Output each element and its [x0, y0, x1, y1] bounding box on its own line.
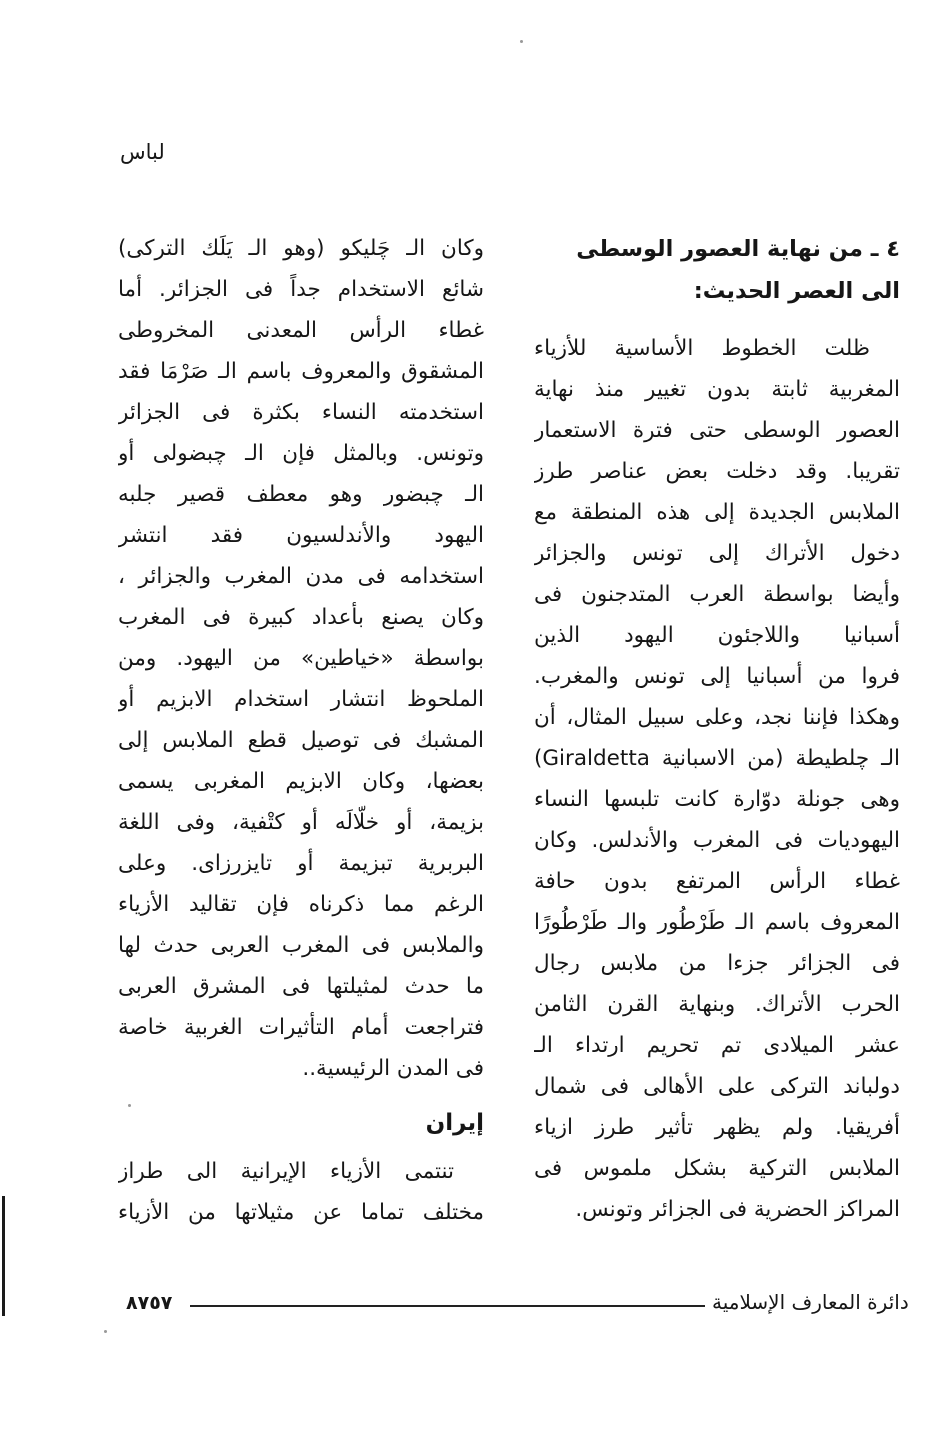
body-line: ما حدث لمثيلتها فى المشرق العربى	[118, 974, 484, 999]
body-line: وأيضا بواسطة العرب المتدجنون فى	[534, 582, 900, 607]
body-line: والملابس فى المغرب العربى حدث لها	[118, 933, 484, 958]
body-line: اليهوديات فى المغرب والأندلس. وكان	[534, 828, 900, 853]
page-number: ٨٧٥٧	[126, 1292, 173, 1314]
body-line: وهى جونلة دوّارة كانت تلبسها النساء	[534, 787, 900, 812]
body-line: استخدمته النساء بكثرة فى الجزائر	[118, 400, 484, 425]
left-column	[118, 228, 484, 1233]
body-line: الـ چلطيطة (من الاسبانية Giraldetta)	[534, 746, 900, 771]
body-line: بواسطة «خياطين» من اليهود. ومن	[118, 646, 484, 671]
body-line: المراكز الحضرية فى الجزائر وتونس.	[575, 1197, 900, 1222]
body-line: ظلت الخطوط الأساسية للأزياء	[534, 336, 870, 361]
body-line: اليهود والأندلسيون فقد انتشر	[118, 523, 484, 548]
body-line: فى الجزائر جزءا من ملابس رجال	[534, 951, 900, 976]
body-line: وتونس. وبالمثل فإن الـ چبضولى أو	[118, 441, 484, 466]
body-line: فى المدن الرئيسية..	[302, 1056, 484, 1081]
body-line: الملابس الجديدة إلى هذه المنطقة مع	[534, 500, 900, 525]
body-line: شائع الاستخدام جداً فى الجزائر. أما	[118, 277, 484, 302]
body-line: الحرب الأتراك. وبنهاية القرن الثامن	[534, 992, 900, 1017]
running-head: لباس	[120, 140, 165, 164]
body-line: بزيمة، أو خلّالَه أو كتْفية، وفى اللغة	[118, 810, 484, 835]
body-line: البربرية تبزيمة أو تايزرزاى. وعلى	[118, 851, 484, 876]
body-line: وهكذا فإننا نجد، وعلى سبيل المثال، أن	[534, 705, 900, 730]
body-line: فتراجعت أمام التأثيرات الغربية خاصة	[118, 1015, 484, 1040]
body-line: غطاء الرأس المرتفع بدون حافة	[534, 869, 900, 894]
body-line: الملابس التركية بشكل ملموس فى	[534, 1156, 900, 1181]
body-line: فروا من أسبانيا إلى تونس والمغرب.	[534, 664, 900, 689]
body-line: غطاء الرأس المعدنى المخروطى	[118, 318, 484, 343]
right-column	[534, 228, 900, 1230]
body-line: دخول الأتراك إلى تونس والجزائر	[534, 541, 900, 566]
body-line: تنتمى الأزياء الإيرانية الى طراز	[118, 1159, 454, 1184]
body-line: الرغم مما ذكرناه فإن تقاليد الأزياء	[118, 892, 484, 917]
body-line: المشبك فى توصيل قطع الملابس إلى	[118, 728, 484, 753]
scan-speck	[128, 1104, 131, 1107]
body-line: المشقوق والمعروف باسم الـ صَرْمَا فقد	[118, 359, 484, 384]
body-line: المغربية ثابتة بدون تغيير منذ نهاية	[534, 377, 900, 402]
body-line: الـ چبضور وهو معطف قصير جلبه	[118, 482, 484, 507]
body-line: أفريقيا. ولم يظهر تأثير طرز ازياء	[534, 1115, 900, 1140]
section-title-iran: إيران	[425, 1110, 484, 1136]
footer-rule	[190, 1305, 705, 1307]
scan-margin-mark	[2, 1196, 5, 1316]
body-line: العصور الوسطى حتى فترة الاستعمار	[534, 418, 900, 443]
body-line: المعروف باسم الـ طَرْطُور والـ طَرْطُورًا	[534, 910, 900, 935]
body-line: بعضها، وكان الابزيم المغربى يسمى	[118, 769, 484, 794]
section-heading-line: الى العصر الحديث:	[693, 278, 900, 304]
footer-title: دائرة المعارف الإسلامية	[712, 1290, 909, 1314]
body-line: وكان الـ چَليكو (وهو الـ يَلَك التركى)	[118, 236, 484, 261]
body-line: دولباند التركى على الأهالى فى شمال	[534, 1074, 900, 1099]
body-line: الملحوظ انتشار استخدام الابزيم أو	[118, 687, 484, 712]
body-line: مختلف تماما عن مثيلاتها من الأزياء	[118, 1200, 484, 1225]
body-line: أسبانيا واللاجئون اليهود الذين	[534, 623, 900, 648]
body-line: استخدامه فى مدن المغرب والجزائر ،	[118, 564, 484, 589]
scan-speck	[104, 1330, 107, 1333]
scan-speck	[520, 40, 523, 43]
body-line: تقريبا. وقد دخلت بعض عناصر طرز	[534, 459, 900, 484]
body-line: عشر الميلادى تم تحريم ارتداء الـ	[534, 1033, 900, 1058]
section-heading-line: ٤ ـ من نهاية العصور الوسطى	[576, 236, 900, 262]
body-line: وكان يصنع بأعداد كبيرة فى المغرب	[118, 605, 484, 630]
